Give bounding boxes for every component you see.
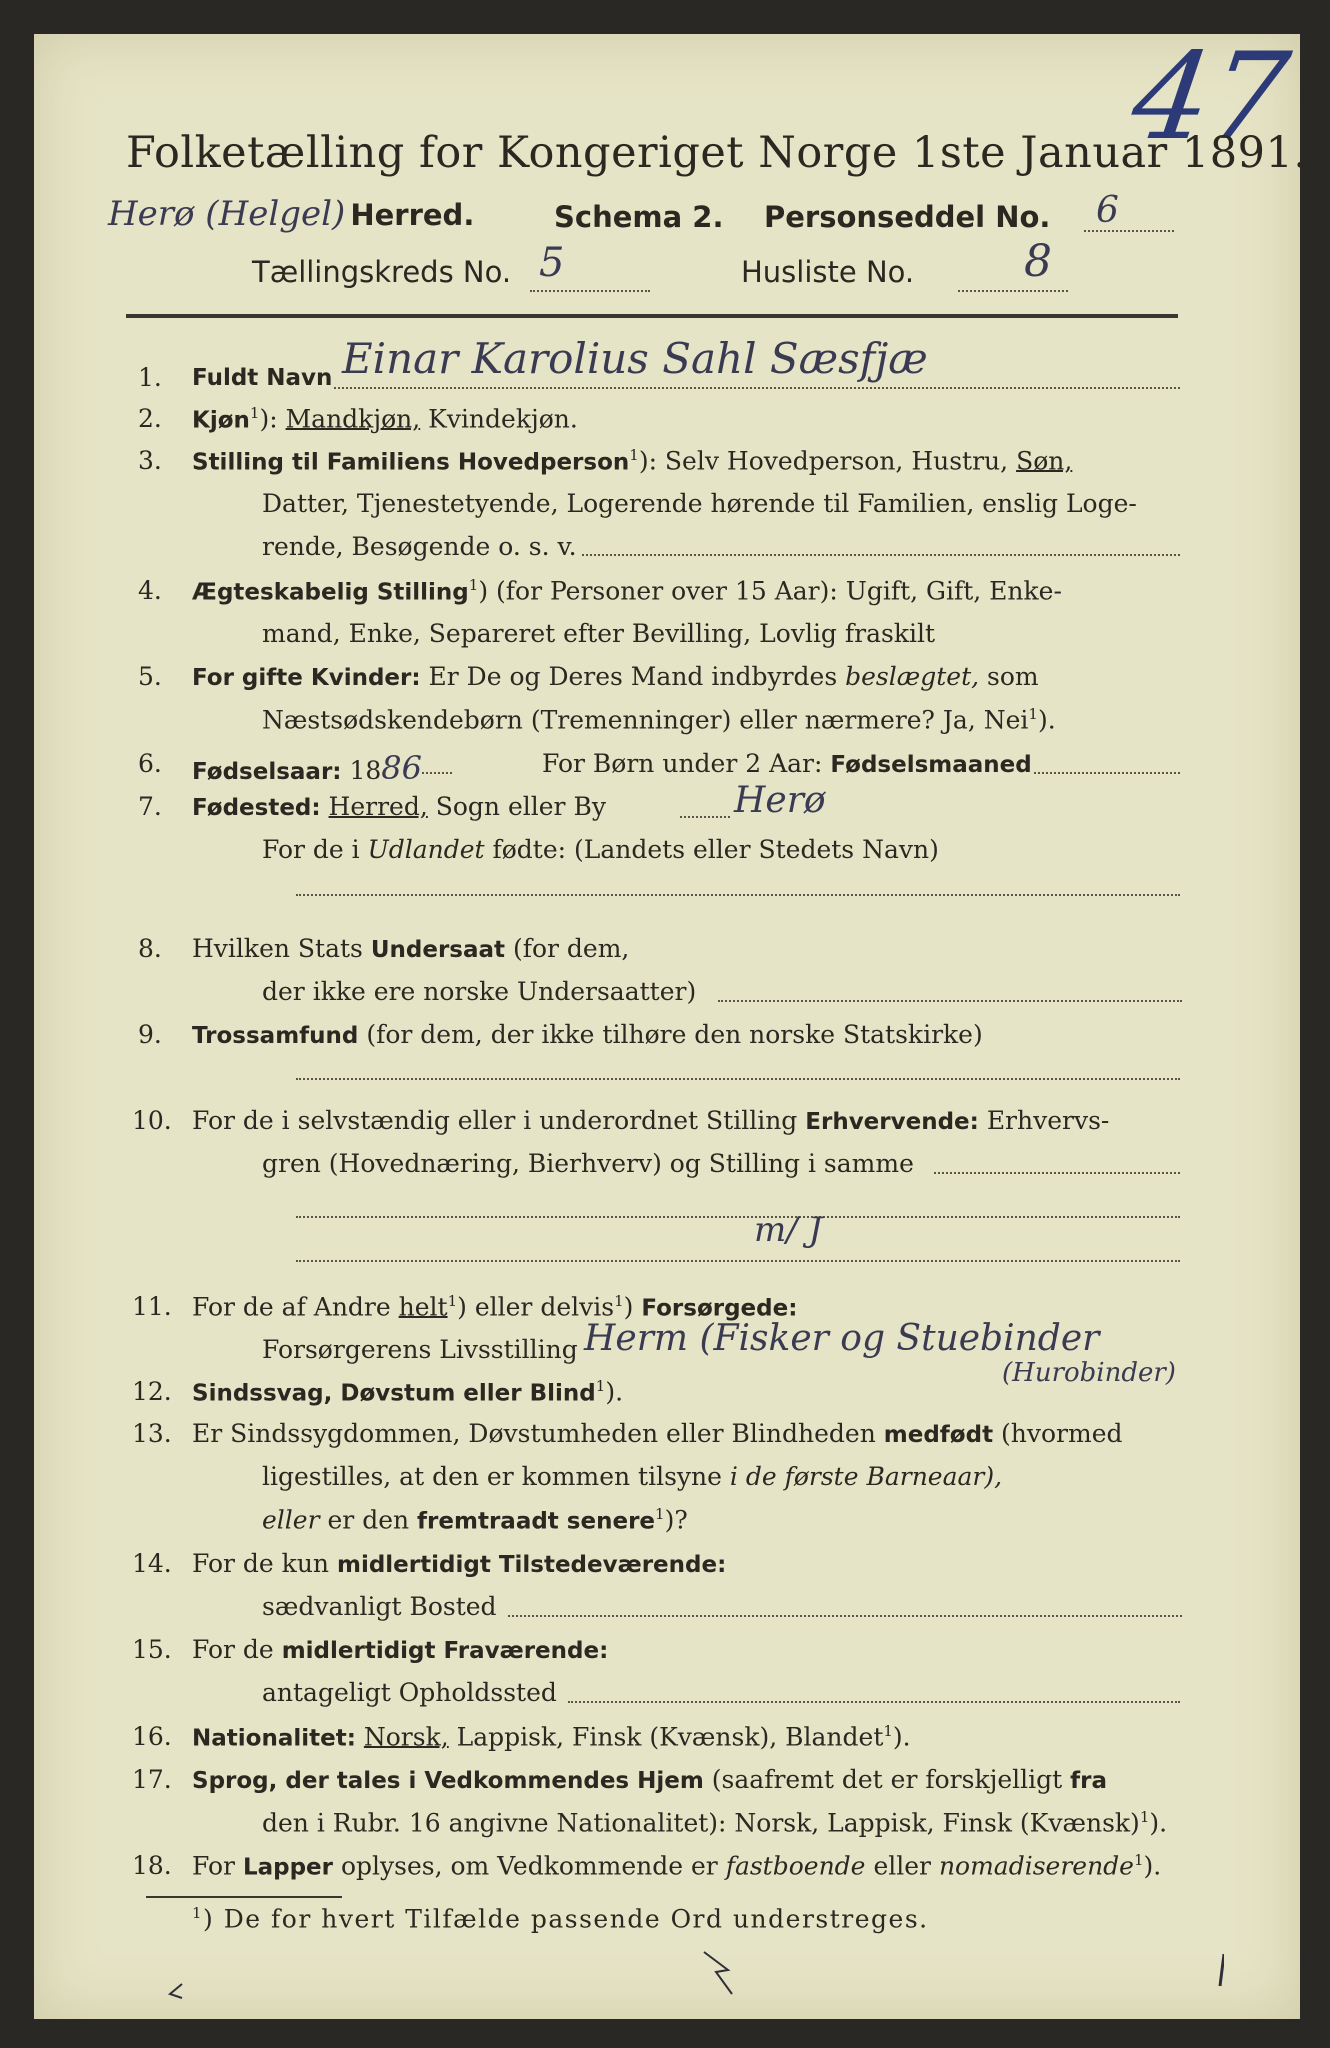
fodselsaar-row [192, 749, 452, 787]
footnote-mark: 1 [883, 1722, 893, 1740]
text: For de [192, 1635, 274, 1664]
census-form-sheet [34, 28, 1308, 2019]
kjon-mandkjon: Mandkjøn, [285, 404, 421, 434]
fravaerende-label: midlertidigt Fraværende: [281, 1638, 609, 1664]
header-rule [126, 314, 1178, 318]
fravaerende-row [192, 1635, 608, 1664]
text: beslægtet, [845, 662, 980, 691]
forsorget-helt: helt [398, 1292, 448, 1322]
pencil-marks [164, 1946, 1224, 2006]
footnote-mark: 1 [655, 1505, 665, 1523]
schema-label: Schema 2. [554, 200, 724, 234]
medfodt-line-3 [262, 1505, 688, 1534]
tilstede-row [192, 1549, 726, 1578]
item-number: 14. [132, 1549, 172, 1578]
opholdssted-label: antageligt Opholdssted [262, 1678, 557, 1707]
item-number: 6. [138, 749, 162, 778]
husliste-value: 8 [1024, 236, 1052, 287]
undersaat-label: Undersaat [370, 937, 506, 963]
footnote [192, 1904, 929, 1933]
sindssvag-label: Sindssvag, Døvstum eller Blind [192, 1380, 596, 1407]
item-number: 4. [138, 576, 162, 605]
text: ) eller delvis [457, 1292, 615, 1322]
footnote-mark: 1 [629, 446, 639, 464]
fodested-line-2 [262, 835, 939, 864]
item-number: 7. [138, 792, 162, 821]
husliste-label: Husliste No. [741, 255, 915, 289]
sprog-line-2 [262, 1808, 1167, 1837]
herred-value: Herø (Helgel) [108, 194, 346, 234]
text: Udlandet [367, 835, 485, 864]
text: ). [605, 1377, 624, 1407]
fodselsmaaned-row [542, 749, 1032, 778]
gifte-line-2 [262, 705, 1056, 734]
personseddel-value: 6 [1096, 190, 1119, 231]
fodselsaar-label: Fødselsaar: [192, 759, 342, 785]
text: For de af Andre [192, 1292, 391, 1322]
fuldt-navn-value: Einar Karolius Sahl Sæsfjæ [342, 334, 928, 383]
forsorget-row [192, 1292, 797, 1321]
text: For Børn under 2 Aar: [542, 749, 823, 778]
stilling-line-2: Datter, Tjenestetyende, Logerende hørende til Familien, enslig Loge- [262, 489, 1137, 518]
footnote-mark: 1 [192, 1904, 204, 1922]
forsorger-value: Herm (Fisker og Stuebinder [584, 1318, 1100, 1359]
item-number: 11. [132, 1292, 172, 1321]
lapper-row [192, 1851, 1161, 1880]
gifte-row [192, 662, 1039, 691]
text: eller [873, 1851, 931, 1881]
footnote-mark: 1 [1139, 1808, 1150, 1826]
item-number: 15. [132, 1635, 172, 1664]
gifte-label: For gifte Kvinder: [192, 665, 421, 691]
medfodt-label: medfødt [883, 1422, 994, 1448]
text: ): [259, 404, 278, 434]
aegteskab-label: Ægteskabelig Stilling [192, 579, 469, 606]
bosted-label: sædvanligt Bosted [262, 1592, 497, 1621]
nationalitet-label: Nationalitet: [192, 1725, 356, 1752]
erhverv-label: Erhvervende: [805, 1109, 979, 1135]
fodested-row [192, 792, 606, 821]
footnote-mark: 1 [468, 576, 479, 594]
text: For de kun [192, 1549, 330, 1578]
undersaat-row [192, 934, 629, 963]
footnote-mark: 1 [249, 404, 260, 422]
tilstede-label: midlertidigt Tilstedeværende: [336, 1552, 727, 1578]
fremtraadt-label: fremtraadt senere [417, 1508, 656, 1535]
item-number: 5. [138, 662, 162, 691]
trossamfund-label: Trossamfund [192, 1023, 359, 1049]
footnote-mark: 1 [1133, 1851, 1144, 1869]
text: Hvilken Stats [192, 934, 363, 963]
text: Næstsødskendebørn (Tremenninger) eller nærmere? Ja, Nei [262, 705, 1029, 735]
text: ). [1149, 1808, 1168, 1838]
text: ). [1037, 705, 1056, 735]
stilling-row [192, 446, 1072, 475]
medfodt-row [192, 1419, 1123, 1448]
sprog-label: Sprog, der tales i Vedkommendes Hjem [192, 1768, 704, 1794]
erhverv-line-2: gren (Hovednæring, Bierhverv) og Stilling i samme [262, 1149, 914, 1178]
kjon-label: Kjøn [192, 407, 250, 434]
item-number: 9. [138, 1020, 162, 1049]
item-number: 2. [138, 404, 162, 433]
text: ligestilles, at den er kommen tilsyne [262, 1462, 722, 1491]
text: For de i selvstændig eller i underordnet Stilling [192, 1106, 798, 1135]
text: For de i [262, 835, 360, 864]
item-number: 8. [138, 934, 162, 963]
text: (hvormed [1001, 1419, 1123, 1448]
text: ). [892, 1722, 911, 1752]
erhverv-value: m/ J [754, 1210, 823, 1250]
item-number: 13. [132, 1419, 172, 1448]
text: fastboende [725, 1851, 866, 1881]
item-number: 1. [138, 363, 162, 392]
footnote-mark: 1 [447, 1292, 458, 1310]
text: fødte: (Landets eller Stedets Navn) [492, 835, 939, 864]
text: Er De og Deres Mand indbyrdes [428, 662, 838, 691]
page-number: 47 [1124, 28, 1297, 167]
item-number: 10. [132, 1106, 172, 1135]
text: Er Sindssygdommen, Døvstumheden eller Blindheden [192, 1419, 876, 1448]
aegteskab-line-2: mand, Enke, Separeret efter Bevilling, Lovlig fraskilt [262, 619, 936, 648]
footnote-rule [146, 1896, 342, 1898]
header-line-1 [108, 194, 474, 234]
kjon-kvindekjon: Kvindekjøn. [428, 404, 578, 434]
lapper-label: Lapper [242, 1854, 333, 1881]
text: Lappisk, Finsk (Kvænsk), Blandet [456, 1722, 884, 1752]
trossamfund-row [192, 1020, 983, 1049]
text: Sogn eller By [435, 792, 606, 821]
stilling-son: Søn, [1016, 446, 1073, 476]
text: ) (for Personer over 15 Aar): Ugift, Gift, Enke- [478, 576, 1062, 606]
fodested-herred: Herred, [328, 792, 428, 821]
text: den i Rubr. 16 angivne Nationalitet): Norsk, Lappisk, Finsk (Kvænsk) [262, 1808, 1140, 1838]
kreds-value: 5 [539, 240, 565, 286]
item-number: 17. [132, 1765, 172, 1794]
medfodt-line-2 [262, 1462, 1002, 1491]
item-number: 12. [132, 1377, 172, 1406]
fodested-label: Fødested: [192, 795, 321, 821]
text: som [987, 662, 1039, 691]
aegteskab-row [192, 576, 1062, 605]
forsorger-value-2: (Hurobinder) [1002, 1358, 1176, 1388]
text: 18 [349, 756, 382, 785]
item-number: 16. [132, 1722, 172, 1751]
footnote-text: ) De for hvert Tilfælde passende Ord understreges. [203, 1904, 929, 1934]
herred-label: Herred. [350, 198, 475, 232]
nationalitet-norsk: Norsk, [363, 1722, 449, 1752]
text: i de første Barneaar), [729, 1462, 1003, 1491]
forsorget-label: Forsørgede: [641, 1295, 798, 1322]
sindssvag-row [192, 1377, 623, 1406]
stilling-line-3: rende, Besøgende o. s. v. [262, 532, 577, 561]
text: Erhvervs- [986, 1106, 1110, 1135]
text: For [192, 1851, 235, 1881]
text: ) [623, 1292, 634, 1322]
undersaat-line-2: der ikke ere norske Undersaatter) [262, 977, 697, 1006]
fodselsmaaned-label: Fødselsmaaned [830, 752, 1032, 778]
forsorger-line-2: Forsørgerens Livsstilling [262, 1335, 578, 1364]
text: )? [664, 1505, 688, 1535]
kjon-row [192, 404, 578, 433]
text: ): Selv Hovedperson, Hustru, [638, 446, 1009, 476]
text: fra [1070, 1768, 1108, 1794]
text: (saafremt det er forskjelligt [711, 1765, 1063, 1794]
fodested-value: Herø [734, 780, 826, 821]
form-title: Folketælling for Kongeriget Norge 1ste Januar 1891. [126, 128, 1308, 178]
stilling-label: Stilling til Familiens Hovedperson [192, 449, 630, 476]
erhverv-row [192, 1106, 1109, 1135]
fodselsaar-value: 86 [381, 749, 422, 787]
sprog-row [192, 1765, 1107, 1794]
text: oplyses, om Vedkommende er [340, 1851, 718, 1881]
footnote-mark: 1 [614, 1292, 624, 1310]
item-number: 18. [132, 1851, 172, 1880]
text: (for dem, der ikke tilhøre den norske Statskirke) [366, 1020, 983, 1049]
item-number: 3. [138, 446, 162, 475]
text: ). [1143, 1851, 1162, 1881]
nationalitet-row [192, 1722, 911, 1751]
kreds-label: Tællingskreds No. [252, 255, 512, 289]
personseddel-label: Personseddel No. [764, 200, 1051, 234]
footnote-mark: 1 [595, 1377, 606, 1395]
text: nomadiserende [938, 1851, 1134, 1881]
fuldt-navn-label: Fuldt Navn [192, 365, 333, 391]
text: eller [262, 1505, 320, 1535]
text: (for dem, [512, 934, 630, 963]
text: er den [327, 1505, 410, 1535]
footnote-mark: 1 [1028, 705, 1038, 723]
